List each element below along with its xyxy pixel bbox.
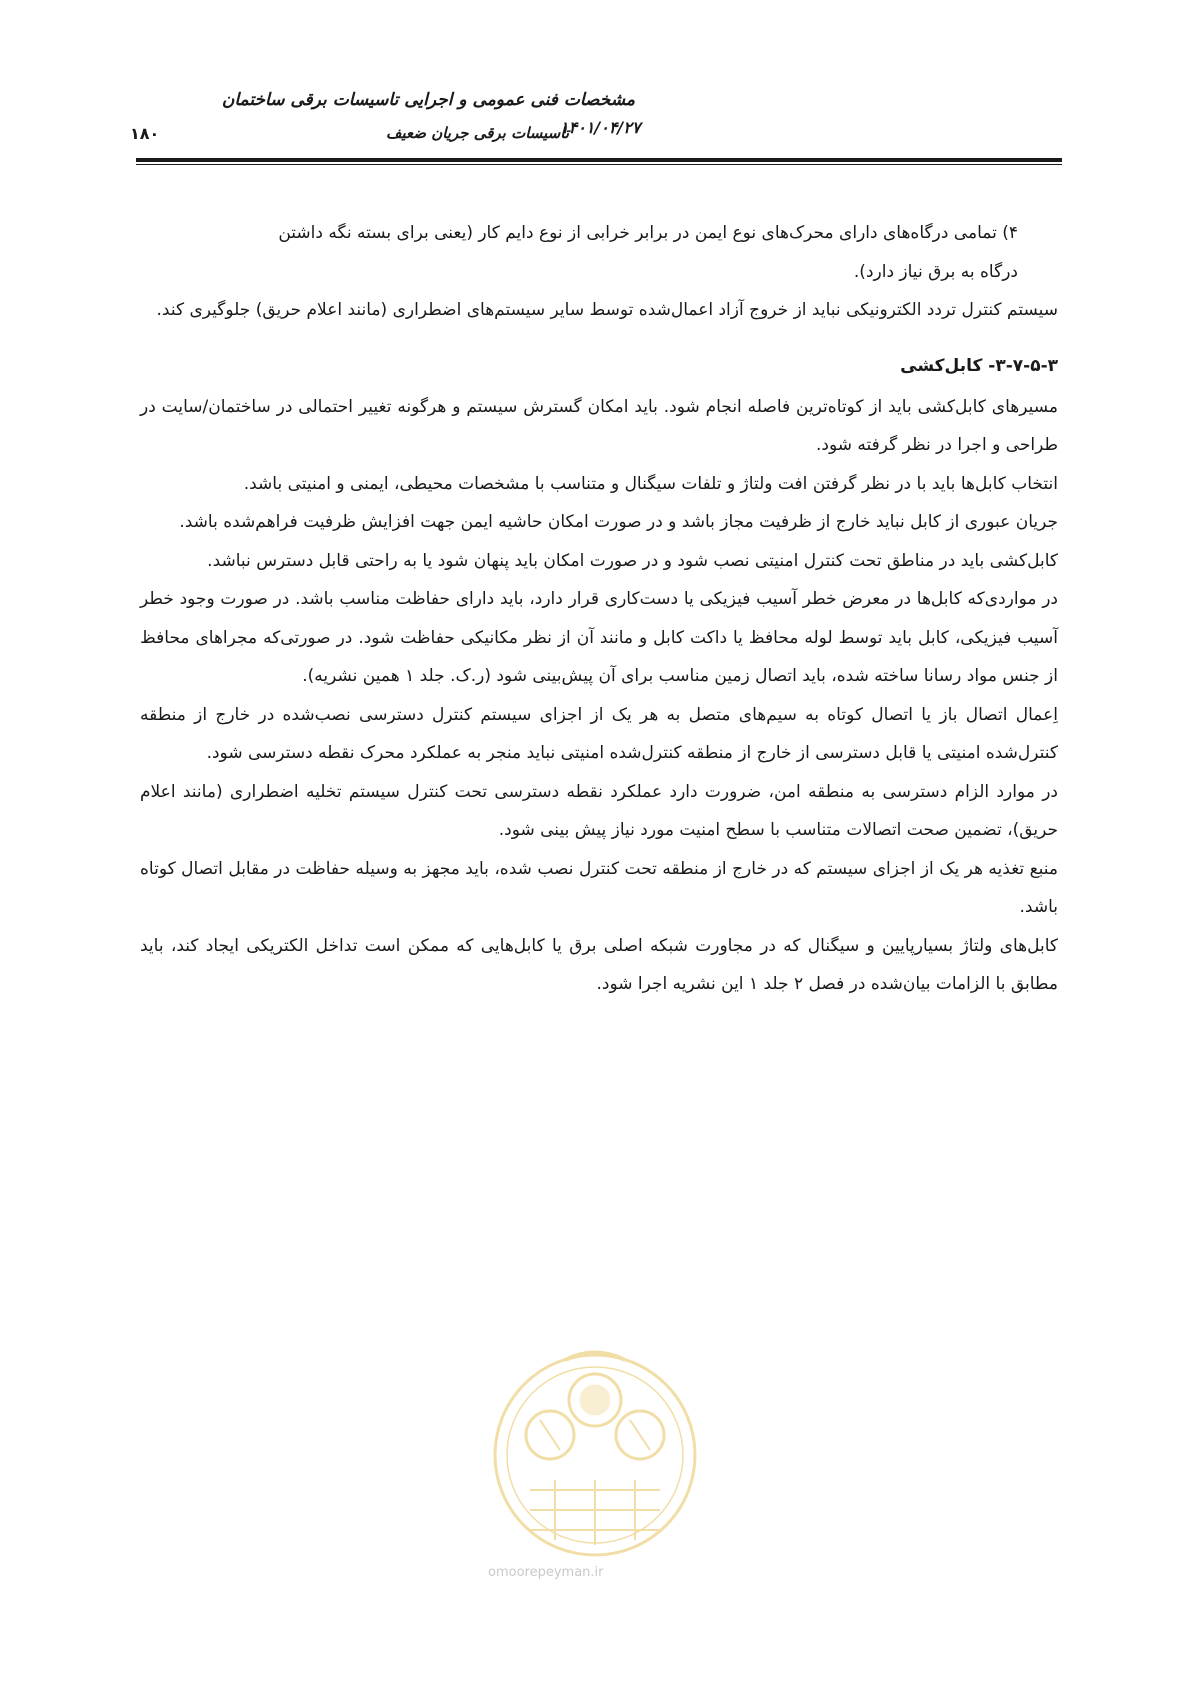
paragraph-cable-selection: انتخاب کابل‌ها باید با در نظر گرفتن افت ولتاژ و تلفات سیگنال و متناسب با مشخصات محیطی، ایمنی و امنیتی باشد. [243,473,1058,494]
list-item-4-line-2: درگاه به برق نیاز دارد). [853,261,1018,282]
paragraph-cable-capacity: جریان عبوری از کابل نباید خارج از ظرفیت مجاز باشد و در صورت امکان حاشیه ایمن جهت افزایش ظرفیت فراهم‌شده باشد. [179,512,1058,532]
paragraph-low-voltage-cables: کابل‌های ولتاژ بسیارپایین و سیگنال که در مجاورت شبکه اصلی برق یا کابل‌هایی که ممکن است تداخل الکتریکی ایجاد کند، باید مطابق با الزامات بیان‌شده در فصل ۲ جلد ۱ این نشریه اجرا شود. [140,935,1058,994]
watermark-logo-icon [470,1340,720,1570]
header-rule-thick [136,158,1062,162]
list-item-4-line-1: ۴) تمامی درگاه‌های دارای محرک‌های نوع ایمن در برابر خرابی از نوع دایم کار (یعنی برای بسته نگه داشتن [278,223,1018,243]
header-subtitle: تاسیسات برقی جریان ضعیف [385,124,569,142]
paragraph-emergency-exit: سیستم کنترل تردد الکترونیکی نباید از خروج آزاد اعمال‌شده توسط سایر سیستم‌های اضطراری (مانند اعلام حریق) جلوگیری کند. [156,300,1058,320]
header-rule-thin [136,164,1062,165]
paragraph-physical-protection: در مواردی‌که کابل‌ها در معرض خطر آسیب فیزیکی یا دست‌کاری قرار دارد، باید دارای حفاظت مناسب باشد. در صورت وجود خطر آسیب فیزیکی، کابل باید توسط لوله محافظ یا داکت کابل و مانند آن از نظر مکانیکی حفاظت شود. در صورتی‌که مجراهای محافظ از جنس مواد رسانا ساخته شده، باید اتصال زمین مناسب برای آن پیش‌بینی شود (ر.ک. جلد ۱ همین نشریه). [140,589,1058,686]
header-title: مشخصات فنی عمومی و اجرایی تاسیسات برقی ساختمان [221,90,635,110]
paragraph-emergency-evacuation: در موارد الزام دسترسی به منطقه امن، ضرورت دارد عملکرد نقطه دسترسی تحت کنترل سیستم تخلیه اضطراری (مانند اعلام حریق)، تضمین صحت اتصالات متناسب با سطح امنیت مورد نیاز پیش بینی شود. [140,781,1058,840]
paragraph-open-short-circuit: اِعمال اتصال باز یا اتصال کوتاه به سیم‌های متصل به هر یک از اجزای سیستم کنترل دسترسی نصب‌شده در خارج از منطقه کنترل‌شده امنیتی یا قابل دسترسی از خارج از منطقه کنترل‌شده امنیتی نباید منجر به عملکرد محرک نقطه دسترسی شود. [140,704,1058,763]
paragraph-power-supply: منبع تغذیه هر یک از اجزای سیستم که در خارج از منطقه تحت کنترل نصب شده، باید مجهز به وسیله حفاظت در مقابل اتصال کوتاه باشد. [140,858,1058,917]
page-number: ۱۸۰ [130,124,160,143]
paragraph-cable-routes: مسیرهای کابل‌کشی باید از کوتاه‌ترین فاصله انجام شود. باید امکان گسترش سیستم و هرگونه تغییر احتمالی در ساختمان/سایت در طراحی و اجرا در نظر گرفته شود. [140,396,1058,455]
page-header [0,0,1191,170]
paragraph-secure-areas: کابل‌کشی باید در مناطق تحت کنترل امنیتی نصب شود و در صورت امکان باید پنهان شود یا به راحتی قابل دسترس نباشد. [207,550,1058,571]
header-date: ۱۴۰۱/۰۴/۲۷ [560,118,641,137]
section-heading: ۳-۷-۵-۳- کابل‌کشی [900,355,1058,376]
document-body [140,214,1058,1004]
watermark-site: omoorepeyman.ir [488,1565,604,1580]
